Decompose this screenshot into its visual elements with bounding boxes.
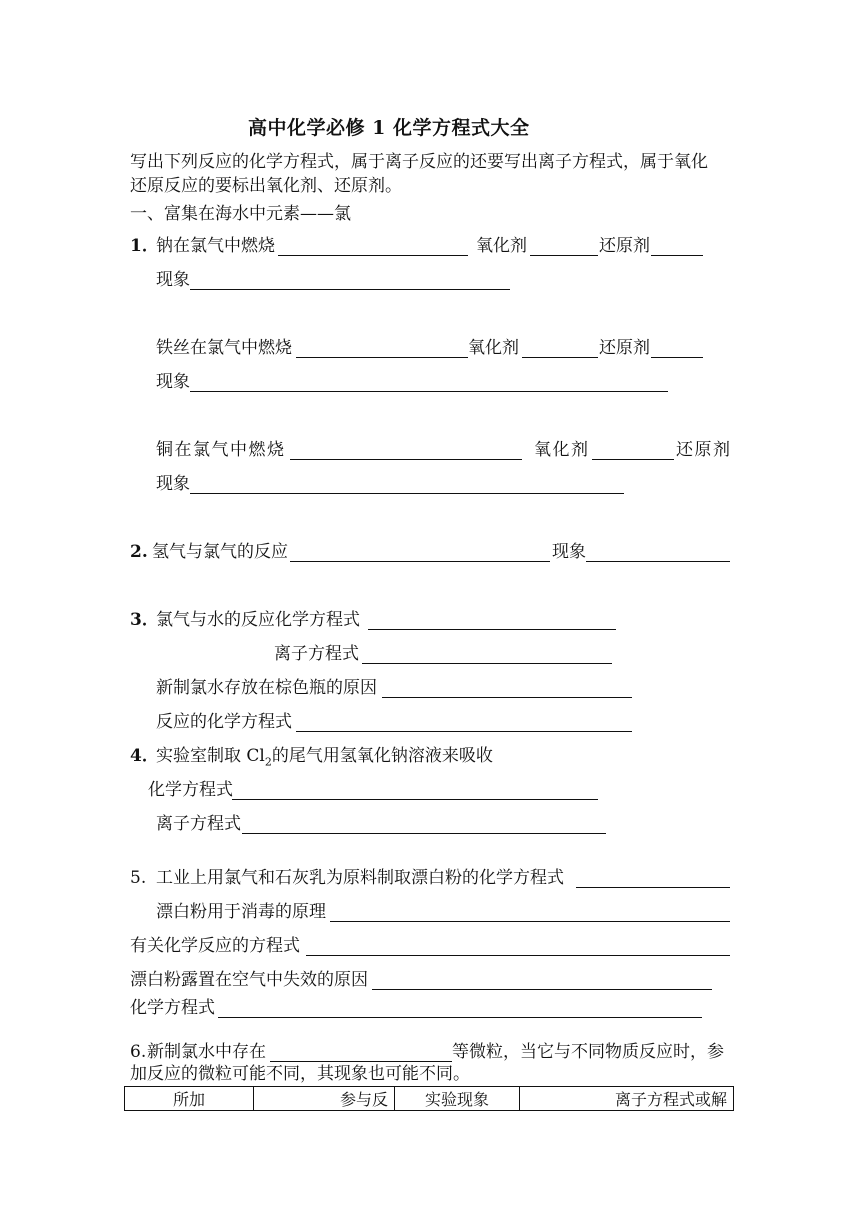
q3-reaction-label: 反应的化学方程式 — [156, 712, 292, 732]
q5-equation-blank[interactable] — [576, 887, 730, 888]
q1-a-reductant-blank[interactable] — [651, 255, 703, 256]
q1-b-phenomenon-label: 现象 — [156, 372, 190, 392]
q6-label-pre: 新制氯水中存在 — [147, 1042, 266, 1062]
q2-phenomenon-label: 现象 — [552, 542, 586, 562]
q1-a-phenomenon-blank[interactable] — [190, 289, 510, 290]
q1-a-oxidant-label: 氧化剂 — [476, 236, 527, 256]
q1-number: 1． — [130, 236, 159, 256]
q4-chem-blank[interactable] — [232, 799, 598, 800]
q4-chem-label: 化学方程式 — [148, 780, 233, 800]
q1-a-reductant-label: 还原剂 — [599, 236, 650, 256]
q1-c-oxidant-blank[interactable] — [592, 459, 674, 460]
q1-b-phenomenon-blank[interactable] — [190, 391, 668, 392]
table-header-row — [125, 1087, 734, 1111]
q1-b-oxidant-label: 氧化剂 — [468, 338, 519, 358]
q5-failure-blank[interactable] — [372, 989, 712, 990]
q5-disinfect-blank[interactable] — [330, 921, 730, 922]
q1-c-equation-blank[interactable] — [290, 459, 522, 460]
q5-disinfect-label: 漂白粉用于消毒的原理 — [156, 902, 326, 922]
q1-c-label: 铜在氯气中燃烧 — [156, 440, 286, 460]
q4-ionic-blank[interactable] — [242, 833, 606, 834]
q1-a-oxidant-blank[interactable] — [530, 255, 598, 256]
q5-number: 5. — [130, 868, 147, 888]
q1-b-equation-blank[interactable] — [296, 357, 468, 358]
q5-chem-label: 化学方程式 — [130, 998, 215, 1018]
q3-ionic-blank[interactable] — [362, 663, 612, 664]
q3-reaction-blank[interactable] — [296, 731, 632, 732]
q1-a-label: 钠在氯气中燃烧 — [156, 236, 275, 256]
q3-ionic-label: 离子方程式 — [274, 644, 359, 664]
q2-phenomenon-blank[interactable] — [586, 561, 730, 562]
q1-a-equation-blank[interactable] — [278, 255, 468, 256]
q1-c-oxidant-label: 氧化剂 — [534, 440, 590, 460]
q1-b-reductant-blank[interactable] — [651, 357, 703, 358]
q5-failure-label: 漂白粉露置在空气中失效的原因 — [130, 970, 368, 990]
q3-number: 3． — [130, 610, 159, 630]
q3-label: 氯气与水的反应化学方程式 — [156, 610, 360, 630]
q6-line-2: 加反应的微粒可能不同，其现象也可能不同。 — [130, 1064, 470, 1084]
page-title: 高中化学必修 1 化学方程式大全 — [248, 117, 530, 139]
q1-c-reductant-label: 还原剂 — [676, 440, 732, 460]
q1-a-phenomenon-label: 现象 — [156, 270, 190, 290]
intro-line-1: 写出下列反应的化学方程式，属于离子反应的还要写出离子方程式，属于氧化 — [130, 152, 708, 172]
q1-b-oxidant-blank[interactable] — [522, 357, 598, 358]
table-header-cell: 参与反 — [254, 1087, 395, 1111]
table-header-cell: 离子方程式或解 — [520, 1087, 734, 1111]
section-heading: 一、富集在海水中元素——氯 — [130, 204, 351, 224]
q4-label-subscript: 2 — [264, 755, 272, 769]
q3-storage-label: 新制氯水存放在棕色瓶的原因 — [156, 678, 377, 698]
reaction-table — [124, 1086, 734, 1111]
q5-related-blank[interactable] — [306, 955, 730, 956]
q1-c-phenomenon-label: 现象 — [156, 474, 190, 494]
q6-number: 6. — [130, 1042, 147, 1062]
q3-storage-blank[interactable] — [382, 697, 632, 698]
table-header-cell: 所加 — [125, 1087, 254, 1111]
table-header-cell: 实验现象 — [395, 1087, 520, 1111]
intro-line-2: 还原反应的要标出氧化剂、还原剂。 — [130, 176, 402, 196]
q4-label — [156, 746, 493, 772]
q6-particles-blank[interactable] — [270, 1061, 452, 1062]
q1-c-phenomenon-blank[interactable] — [190, 493, 624, 494]
q3-equation-blank[interactable] — [368, 629, 616, 630]
q1-b-reductant-label: 还原剂 — [599, 338, 650, 358]
q5-related-label: 有关化学反应的方程式 — [130, 936, 300, 956]
q1-b-label: 铁丝在氯气中燃烧 — [156, 338, 292, 358]
q2-number: 2. — [130, 542, 148, 562]
q4-number: 4． — [130, 746, 159, 766]
q5-chem-blank[interactable] — [218, 1017, 702, 1018]
q2-label: 氢气与氯气的反应 — [152, 542, 288, 562]
q4-label-post: 的尾气用氢氧化钠溶液来吸收 — [271, 746, 493, 766]
q4-label-pre: 实验室制取 Cl — [156, 746, 265, 766]
q4-ionic-label: 离子方程式 — [156, 814, 241, 834]
q2-equation-blank[interactable] — [290, 561, 550, 562]
q5-label: 工业上用氯气和石灰乳为原料制取漂白粉的化学方程式 — [156, 868, 564, 888]
q6-label-post: 等微粒，当它与不同物质反应时，参 — [452, 1042, 724, 1062]
